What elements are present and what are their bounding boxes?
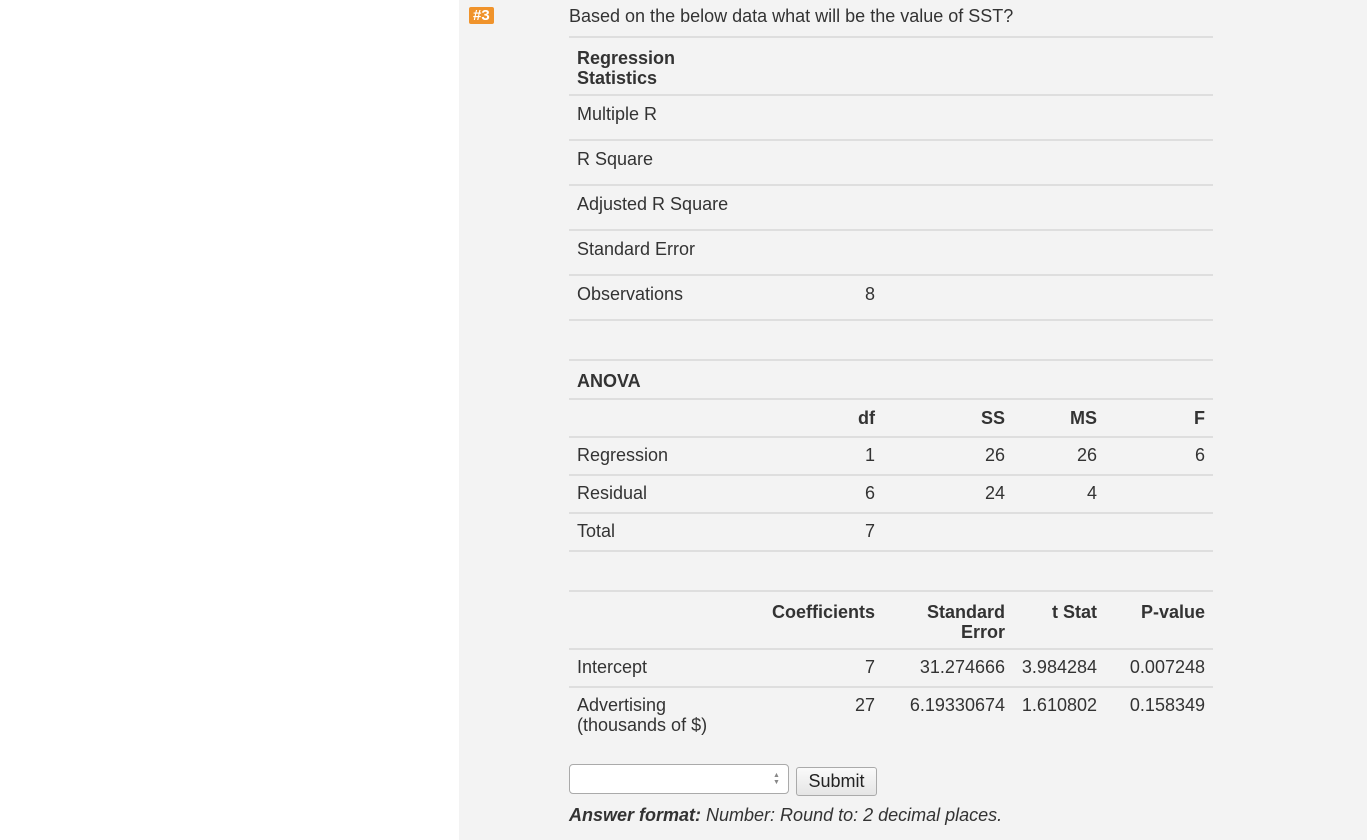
cell-f: 6 [1194, 445, 1205, 465]
table-row [569, 436, 1213, 474]
cell-p-value: 0.007248 [1129, 657, 1205, 677]
cell-t-stat: 1.610802 [1021, 695, 1097, 715]
question-text: Based on the below data what will be the value of SST? [569, 6, 1014, 26]
header-ms: MS [1070, 408, 1097, 428]
cell-ss: 26 [984, 445, 1005, 465]
cell-ss: 24 [984, 483, 1005, 503]
coefficients-table [569, 590, 1213, 744]
answer-format-note [569, 805, 1002, 826]
anova-title: ANOVA [577, 371, 641, 391]
cell-df: 6 [864, 483, 875, 503]
header-df: df [858, 408, 875, 428]
question-number-badge: #3 [469, 7, 494, 24]
table-row [569, 512, 1213, 552]
cell-coefficient: 27 [854, 695, 875, 715]
row-value: 8 [864, 284, 875, 304]
table-row [569, 474, 1213, 512]
table-row [569, 94, 1213, 139]
header-standard-error: Standard Error [926, 602, 1005, 642]
table-row [569, 139, 1213, 184]
cell-t-stat: 3.984284 [1021, 657, 1097, 677]
row-label: R Square [577, 149, 654, 169]
answer-format-text: Number: Round to: 2 decimal places. [701, 805, 1003, 825]
regression-statistics-header: Regression Statistics [577, 48, 676, 88]
header-f: F [1194, 408, 1205, 428]
table-row [569, 648, 1213, 686]
row-label: Intercept [577, 657, 648, 677]
header-p-value: P-value [1140, 602, 1205, 622]
table-row [569, 229, 1213, 274]
submit-button[interactable]: Submit [796, 767, 877, 796]
row-label: Adjusted R Square [577, 194, 729, 214]
cell-standard-error: 6.19330674 [909, 695, 1005, 715]
row-label: Standard Error [577, 239, 696, 259]
header-coefficients: Coefficients [771, 602, 875, 622]
row-label: Advertising (thousands of $) [577, 695, 708, 735]
answer-input[interactable] [569, 764, 789, 794]
cell-ms: 4 [1086, 483, 1097, 503]
cell-coefficient: 7 [864, 657, 875, 677]
table-row [569, 184, 1213, 229]
cell-standard-error: 31.274666 [919, 657, 1005, 677]
row-label: Multiple R [577, 104, 658, 124]
anova-table [569, 359, 1213, 552]
cell-p-value: 0.158349 [1129, 695, 1205, 715]
table-row [569, 686, 1213, 744]
answer-format-label: Answer format: [569, 805, 702, 825]
table-header-row [569, 590, 1213, 648]
number-spinner-icon[interactable]: ▲ ▼ [773, 772, 780, 786]
row-label: Total [577, 521, 616, 541]
header-t-stat: t Stat [1052, 602, 1097, 622]
cell-ms: 26 [1076, 445, 1097, 465]
table-header-row [569, 36, 1213, 94]
row-label: Regression [577, 445, 669, 465]
row-label: Observations [577, 284, 684, 304]
row-label: Residual [577, 483, 648, 503]
cell-df: 7 [864, 521, 875, 541]
table-header-row [569, 398, 1213, 436]
cell-df: 1 [864, 445, 875, 465]
header-ss: SS [980, 408, 1005, 428]
table-title-row [569, 359, 1213, 398]
table-row [569, 274, 1213, 321]
regression-statistics-table [569, 36, 1213, 321]
